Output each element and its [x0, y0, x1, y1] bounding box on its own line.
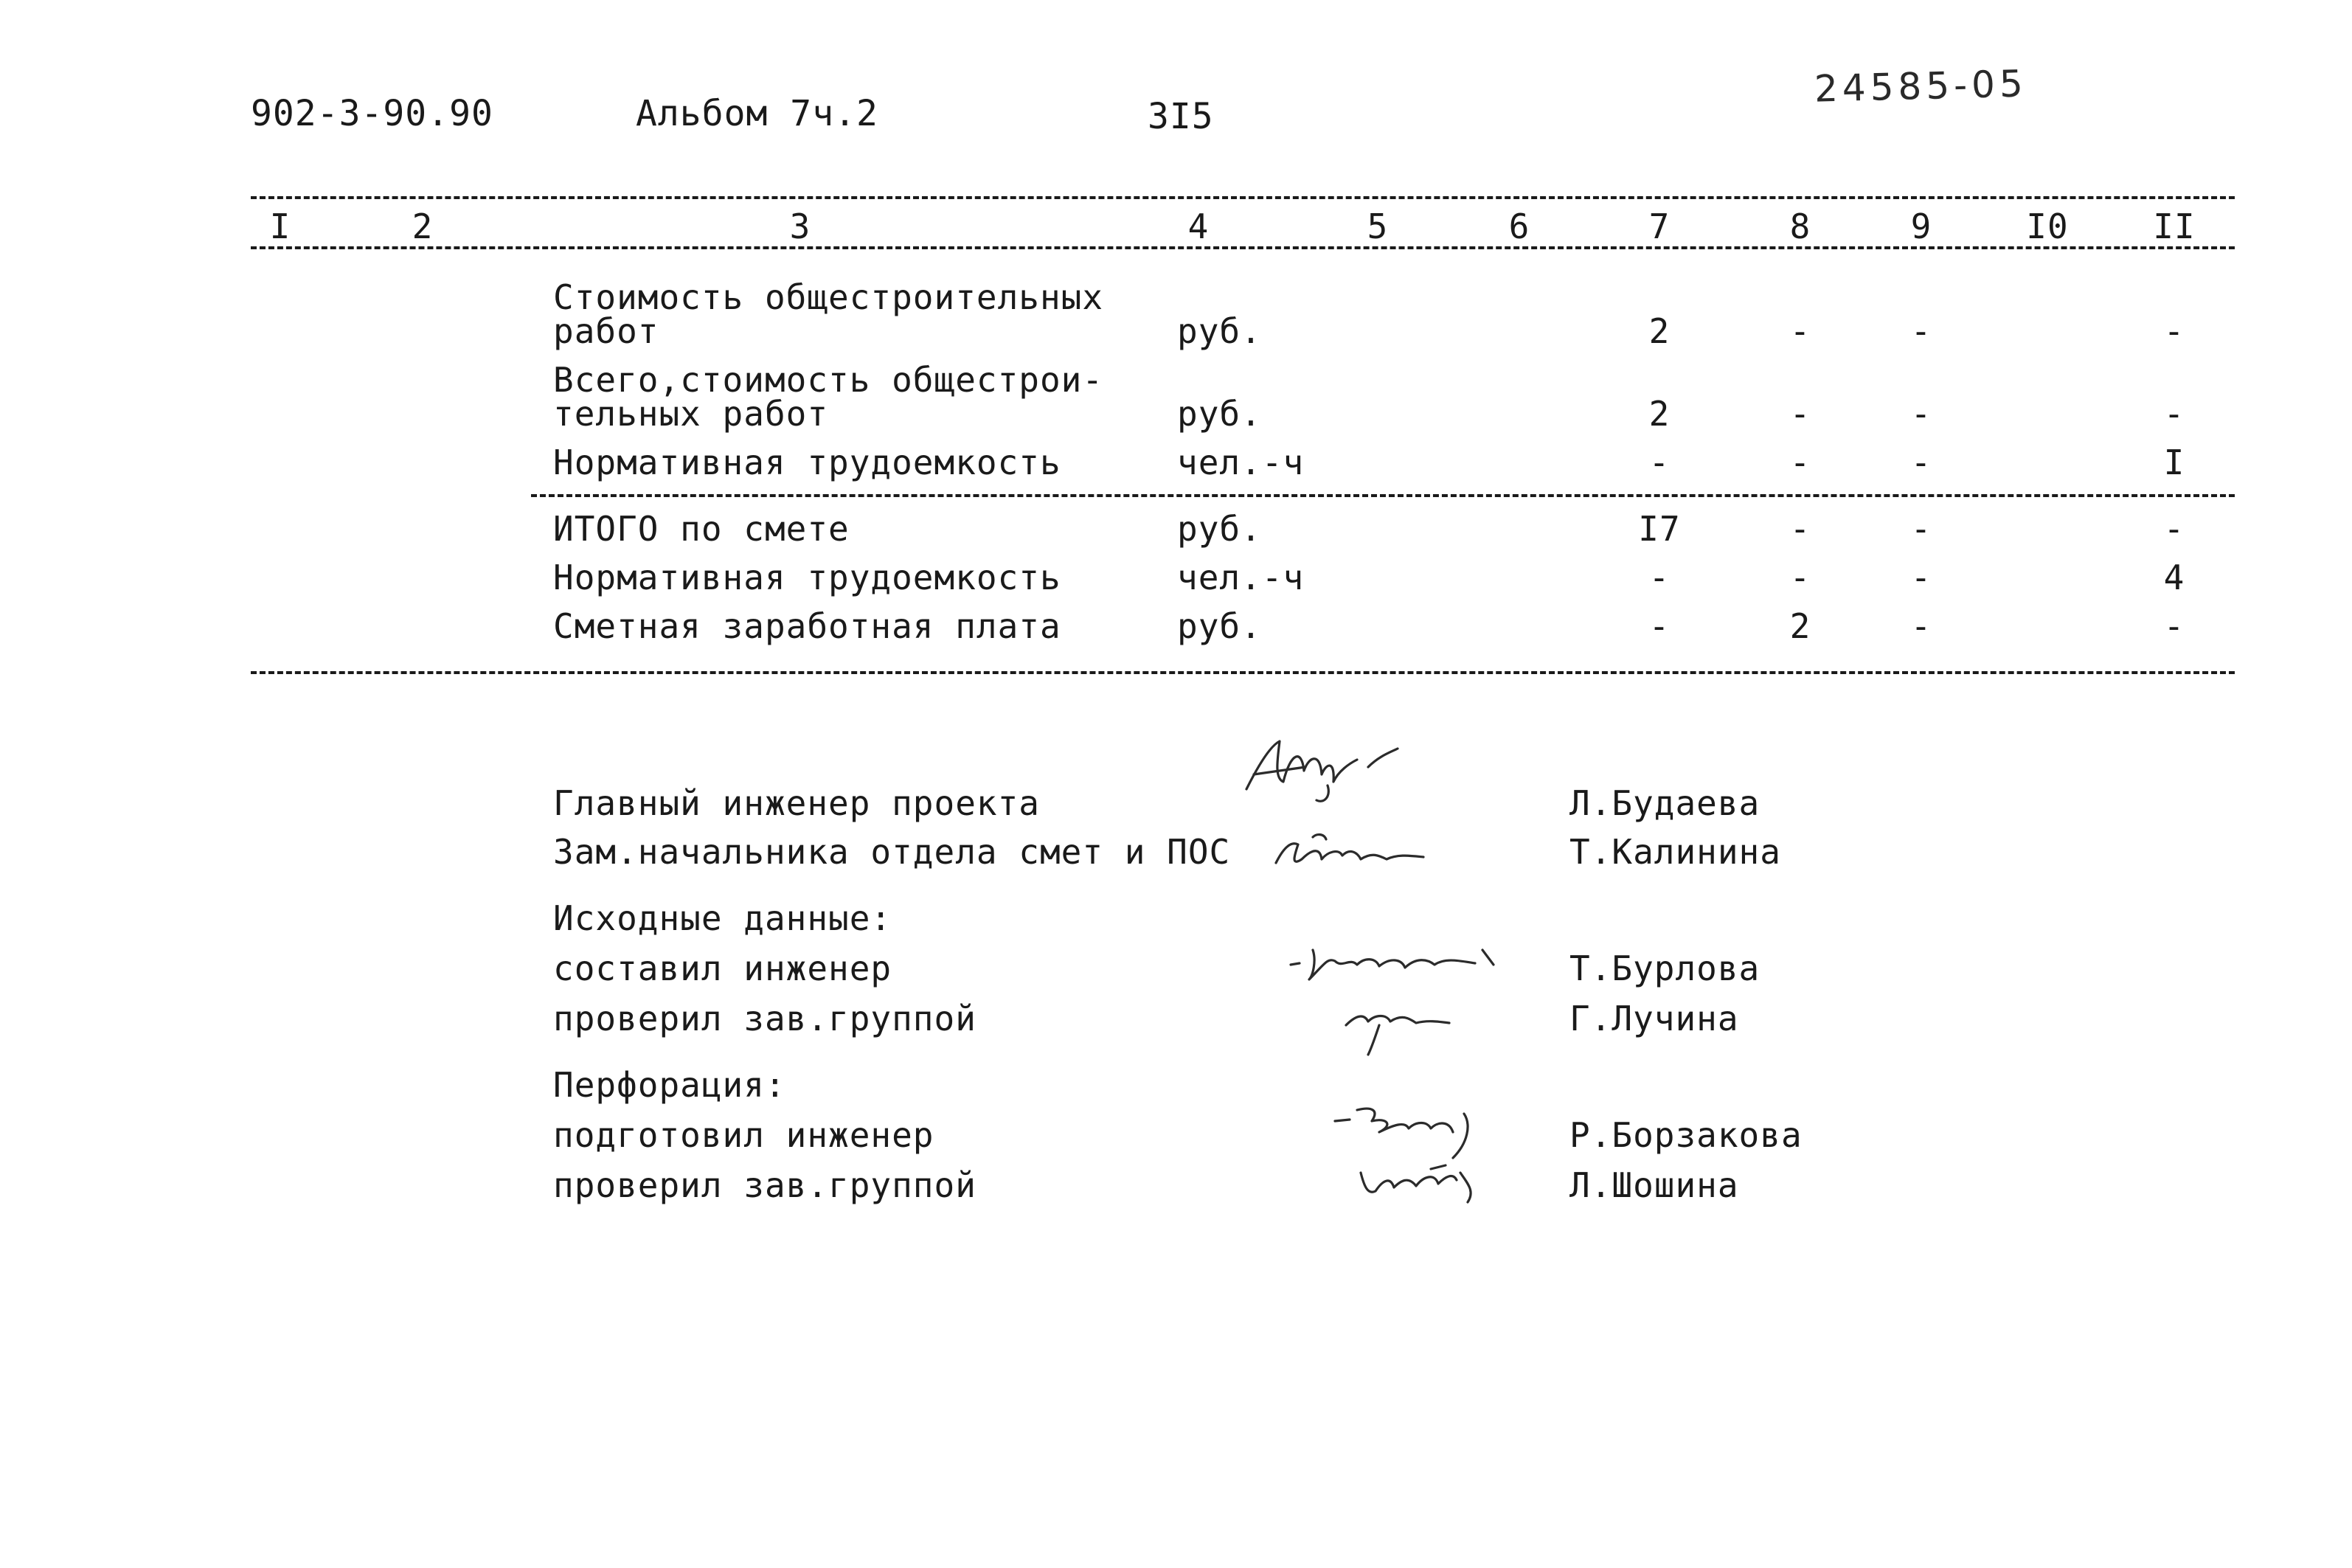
inventory-number: 24585-05 [1814, 62, 2028, 111]
album-label: Альбом 7ч.2 [636, 93, 878, 134]
column-number-7: 7 [1648, 207, 1671, 246]
perforation-checked-by-name: Л.Шошина [1569, 1165, 1739, 1205]
column-number-11: II [2153, 207, 2196, 246]
column-number-5: 5 [1367, 207, 1389, 246]
column-number-2: 2 [412, 207, 434, 246]
deputy-head-name: Т.Калинина [1569, 832, 1781, 872]
row-name-line1: Стоимость общестроительных [553, 277, 1104, 317]
column-number-8: 8 [1789, 207, 1811, 246]
row-name-line2: тельных работ [553, 394, 829, 434]
row-unit: руб. [1177, 394, 1262, 434]
perforation-checked-by-role: проверил зав.группой [553, 1165, 976, 1205]
deputy-head-signature [1269, 826, 1460, 878]
table-bottom-rule [251, 671, 2235, 674]
deputy-head-role: Зам.начальника отдела смет и ПОС [553, 832, 1231, 872]
row-col11: - [2163, 394, 2185, 434]
row-col8: - [1789, 509, 1811, 549]
compiled-by-name: Т.Бурлова [1569, 948, 1760, 988]
row-col7: 2 [1648, 394, 1671, 434]
column-number-1: I [269, 207, 291, 246]
row-col11: I [2163, 443, 2185, 482]
source-data-heading: Исходные данные: [553, 898, 892, 938]
row-unit: руб. [1177, 606, 1262, 646]
compiled-by-role: составил инженер [553, 948, 892, 988]
row-col9: - [1910, 394, 1932, 434]
checked-by-signature [1335, 992, 1482, 1058]
table-header-rule [251, 246, 2235, 249]
row-col8: - [1789, 558, 1811, 597]
row-name-line2: работ [553, 311, 659, 351]
document-code: 902-3-90.90 [251, 93, 493, 134]
row-name-line1: ИТОГО по смете [553, 509, 850, 549]
row-col7: - [1648, 443, 1671, 482]
prepared-by-name: Р.Борзакова [1569, 1115, 1803, 1155]
chief-engineer-role: Главный инженер проекта [553, 783, 1040, 823]
prepared-by-role: подготовил инженер [553, 1115, 934, 1155]
row-name-line1: Нормативная трудоемкость [553, 558, 1061, 597]
row-col9: - [1910, 443, 1932, 482]
row-col11: - [2163, 606, 2185, 646]
row-col11: - [2163, 509, 2185, 549]
row-col8: 2 [1789, 606, 1811, 646]
column-number-9: 9 [1910, 207, 1932, 246]
row-col8: - [1789, 394, 1811, 434]
chief-engineer-name: Л.Будаева [1569, 783, 1760, 823]
row-unit: руб. [1177, 311, 1262, 351]
row-col11: - [2163, 311, 2185, 351]
row-col11: 4 [2163, 558, 2185, 597]
column-number-10: I0 [2026, 207, 2069, 246]
row-col9: - [1910, 509, 1932, 549]
compiled-by-signature [1283, 935, 1505, 987]
column-number-6: 6 [1508, 207, 1530, 246]
row-col8: - [1789, 311, 1811, 351]
row-col9: - [1910, 606, 1932, 646]
checked-by-role: проверил зав.группой [553, 999, 976, 1038]
row-col7: 2 [1648, 311, 1671, 351]
row-unit: чел.-ч [1177, 443, 1305, 482]
perforation-heading: Перфорация: [553, 1065, 786, 1105]
row-col7: - [1648, 606, 1671, 646]
row-unit: руб. [1177, 509, 1262, 549]
chief-engineer-signature [1239, 730, 1416, 811]
row-name-line1: Сметная заработная плата [553, 606, 1061, 646]
row-col7: I7 [1638, 509, 1681, 549]
table-top-rule [251, 196, 2235, 199]
row-col8: - [1789, 443, 1811, 482]
checked-by-name: Г.Лучина [1569, 999, 1739, 1038]
row-col9: - [1910, 311, 1932, 351]
subtotal-rule [531, 494, 2235, 497]
row-name-line1: Нормативная трудоемкость [553, 443, 1061, 482]
row-col9: - [1910, 558, 1932, 597]
perforation-checked-signature [1350, 1151, 1519, 1210]
row-name-line1: Всего,стоимость общестрои- [553, 360, 1104, 400]
column-number-3: 3 [789, 207, 811, 246]
row-col7: - [1648, 558, 1671, 597]
page-number: 3I5 [1148, 96, 1214, 137]
column-number-4: 4 [1187, 207, 1210, 246]
row-unit: чел.-ч [1177, 558, 1305, 597]
